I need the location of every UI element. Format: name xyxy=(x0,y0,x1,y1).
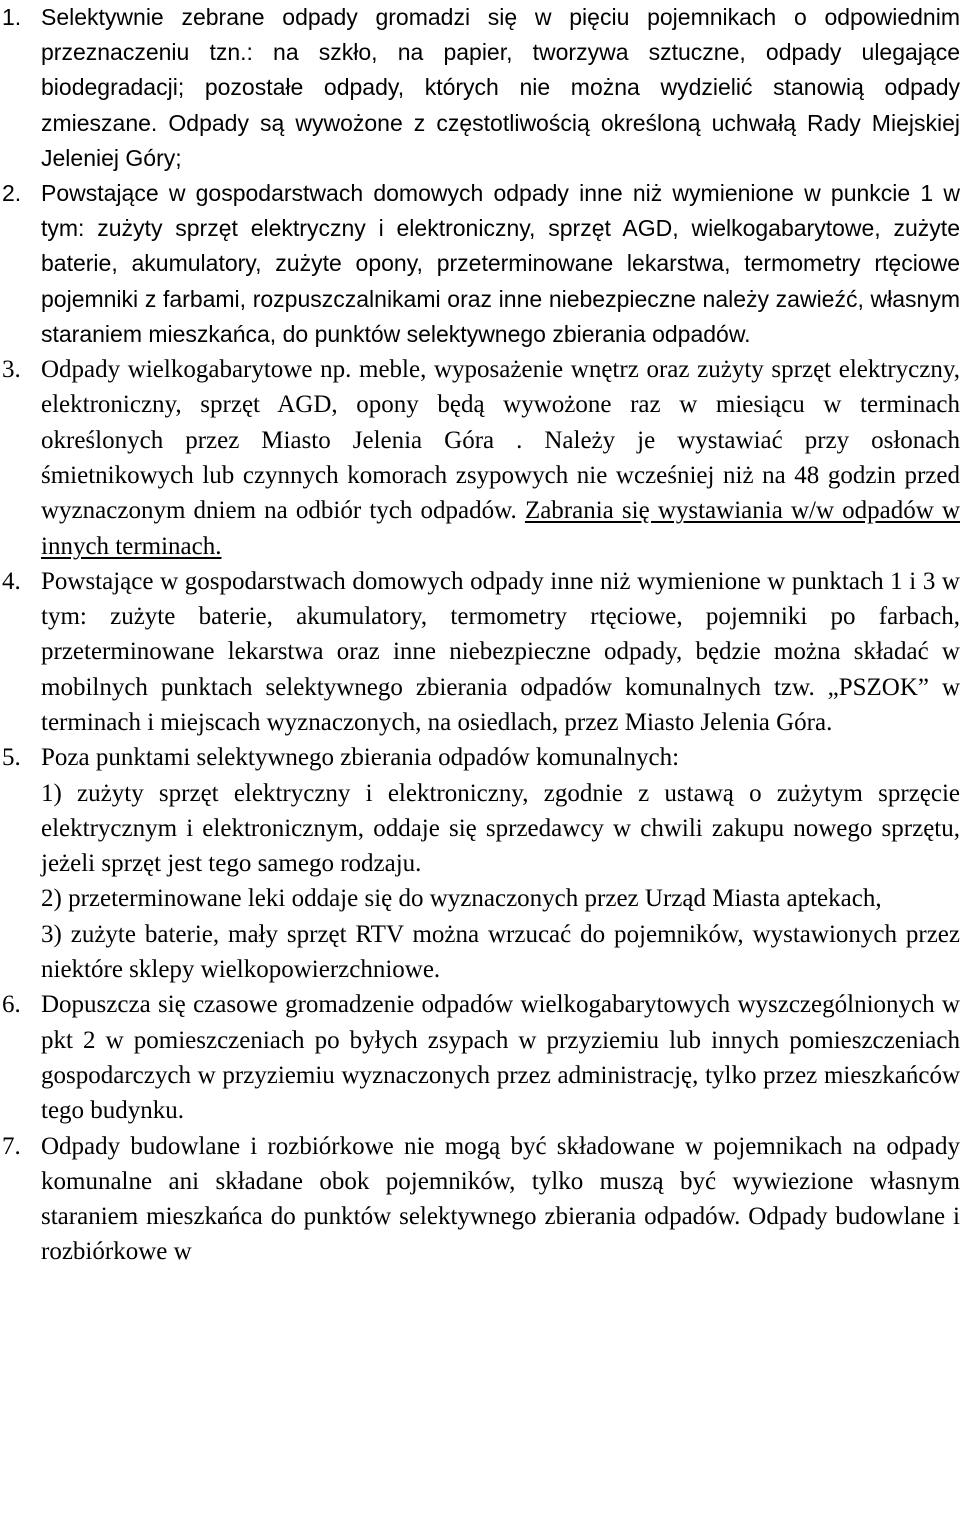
item-text: Odpady budowlane i rozbiórkowe nie mogą być składowane w pojemnikach na odpady komunalne ani składane obok pojemników, tylko muszą być wywiezione własnym staraniem mieszkańca do punktów selektywnego zbierania odpadów. Odpady budowlane i rozbiórkowe w xyxy=(41,1132,960,1266)
list-item-2 xyxy=(0,176,960,352)
item-number: 3. xyxy=(2,356,21,384)
list-item-7 xyxy=(0,1129,960,1270)
underlined-notice: Zabrania się wystawiania w/w odpadów w innych terminach. xyxy=(41,497,960,560)
item-text: Odpady wielkogabarytowe np. meble, wyposażenie wnętrz oraz zużyty sprzęt elektryczny, elektroniczny, sprzęt AGD, opony będą wywożone raz w miesiącu w terminach określonych przez Miasto Jelenia Góra . Należy je wystawiać przy osłonach śmietnikowych lub czynnych komorach zsypowych nie wcześniej niż na 48 godzin przed wyznaczonym dniem na odbiór tych odpadów. xyxy=(41,356,960,525)
sub-item-2: 2) przeterminowane leki oddaje się do wyznaczonych przez Urząd Miasta aptekach, xyxy=(41,885,882,913)
item-number: 4. xyxy=(2,567,21,595)
sub-item-3: 3) zużyte baterie, mały sprzęt RTV można wrzucać do pojemników, wystawionych przez niektóre sklepy wielkopowierzchniowe. xyxy=(41,920,960,984)
list-item-3 xyxy=(0,352,960,564)
item-text: Poza punktami selektywnego zbierania odpadów komunalnych: xyxy=(41,744,680,772)
item-text: Dopuszcza się czasowe gromadzenie odpadów wielkogabarytowych wyszczególnionych w pkt 2 w pomieszczeniach po byłych zsypach w przyziemiu lub innych pomieszczeniach gospodarczych w przyziemiu wyznaczonych przez administrację, tylko przez mieszkańców tego budynku. xyxy=(41,991,960,1125)
list-item-6 xyxy=(0,987,960,1128)
item-number: 2. xyxy=(2,180,22,207)
item-number: 6. xyxy=(2,991,21,1019)
list-item-4 xyxy=(0,564,960,740)
sub-item-1: 1) zużyty sprzęt elektryczny i elektroniczny, zgodnie z ustawą o zużytym sprzęcie elektrycznym i elektronicznym, oddaje się sprzedawcy w chwili zakupu nowego sprzętu, jeżeli sprzęt jest tego samego rodzaju. xyxy=(41,779,960,878)
item-number: 5. xyxy=(2,744,21,772)
list-item-5 xyxy=(0,740,960,987)
item-number: 1. xyxy=(2,4,22,30)
item-text: Selektywnie zebrane odpady gromadzi się w pięciu pojemnikach o odpowiednim przeznaczeniu tzn.: na szkło, na papier, tworzywa sztuczne, odpady ulegające biodegradacji; pozostałe odpady, których nie można wydzielić stanowią odpady zmieszane. Odpady są wywożone z częstotliwością określoną uchwałą Rady Miejskiej Jeleniej Góry; xyxy=(41,4,960,171)
list-item-1 xyxy=(0,0,960,176)
item-text: Powstające w gospodarstwach domowych odpady inne niż wymienione w punktach 1 i 3 w tym: zużyte baterie, akumulatory, termometry rtęciowe, pojemniki po farbach, przeterminowane lekarstwa oraz inne niebezpieczne odpady, będzie można składać w mobilnych punktach selektywnego zbierania odpadów komunalnych tzw. „PSZOK” w terminach i miejscach wyznaczonych, na osiedlach, przez Miasto Jelenia Góra. xyxy=(41,567,960,736)
item-number: 7. xyxy=(2,1132,21,1160)
item-text: Powstające w gospodarstwach domowych odpady inne niż wymienione w punkcie 1 w tym: zużyty sprzęt elektryczny i elektroniczny, sprzęt AGD, wielkogabarytowe, zużyte baterie, akumulatory, zużyte opony, przeterminowane lekarstwa, termometry rtęciowe pojemniki z farbami, rozpuszczalnikami oraz inne niebezpieczne należy zawieźć, własnym staraniem mieszkańca, do punktów selektywnego zbierania odpadów. xyxy=(41,180,960,347)
